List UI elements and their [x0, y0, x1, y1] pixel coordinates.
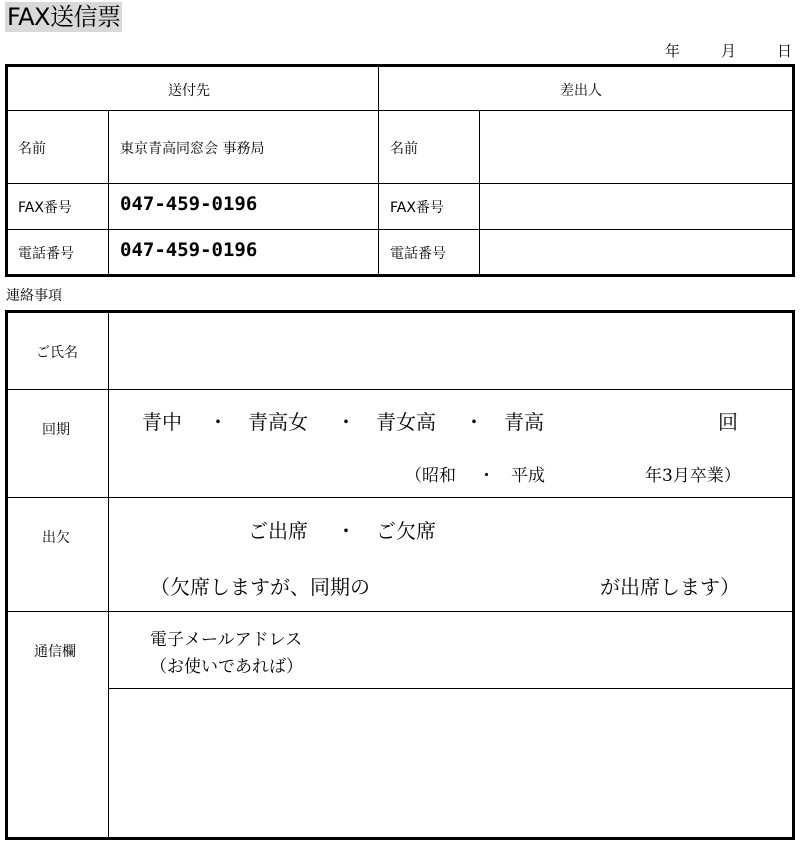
divider [108, 688, 794, 689]
email-note: （お使いであれば） [150, 657, 303, 677]
recipient-name: 東京青高同窓会 事務局 [120, 141, 265, 157]
class-kai-label: 回 [718, 410, 738, 434]
divider [479, 110, 480, 275]
divider [108, 312, 109, 838]
divider [6, 183, 794, 184]
divider [6, 611, 794, 612]
sender-fax-label: FAX番号 [390, 200, 444, 216]
divider [6, 497, 794, 498]
page-title: FAX送信票 [7, 3, 121, 31]
divider [6, 229, 794, 230]
recipient-tel-label: 電話番号 [18, 246, 74, 262]
notes-label: 連絡事項 [6, 288, 62, 304]
separator-dot: ・ [336, 410, 356, 434]
separator-dot: ・ [336, 519, 356, 543]
date-day-label: 日 [777, 42, 793, 60]
sender-name-label: 名前 [390, 141, 418, 157]
school-option-3: 青女高 [376, 410, 436, 434]
recipient-name-label: 名前 [18, 141, 46, 157]
school-option-1: 青中 [142, 410, 182, 434]
recipient-tel-number: 047-459-0196 [120, 239, 258, 261]
attend-option: ご出席 [248, 519, 308, 543]
recipient-header: 送付先 [168, 83, 210, 99]
divider [108, 110, 109, 275]
divider [6, 389, 794, 390]
name-label: ご氏名 [36, 345, 78, 361]
attendance-label: 出欠 [42, 530, 70, 546]
divider [378, 66, 379, 275]
sender-tel-label: 電話番号 [390, 246, 446, 262]
era-heisei-label: 平成 [511, 466, 545, 486]
absent-note-start: （欠席しますが、同期の [150, 575, 370, 599]
separator-dot: ・ [478, 466, 495, 486]
recipient-fax-number: 047-459-0196 [120, 193, 258, 215]
school-option-4: 青高 [504, 410, 544, 434]
sender-header: 差出人 [560, 83, 602, 99]
date-month-label: 月 [721, 42, 737, 60]
absent-note-end: が出席します） [600, 575, 740, 599]
era-showa-label: （昭和 [405, 466, 456, 486]
email-label: 電子メールアドレス [150, 630, 303, 650]
graduation-label: 年3月卒業） [645, 466, 741, 486]
communication-label: 通信欄 [34, 644, 76, 660]
separator-dot: ・ [208, 410, 228, 434]
absent-option: ご欠席 [376, 519, 436, 543]
date-year-label: 年 [665, 42, 681, 60]
divider [6, 110, 794, 111]
class-label: 回期 [42, 422, 70, 438]
separator-dot: ・ [464, 410, 484, 434]
school-option-2: 青高女 [248, 410, 308, 434]
recipient-fax-label: FAX番号 [18, 200, 72, 216]
